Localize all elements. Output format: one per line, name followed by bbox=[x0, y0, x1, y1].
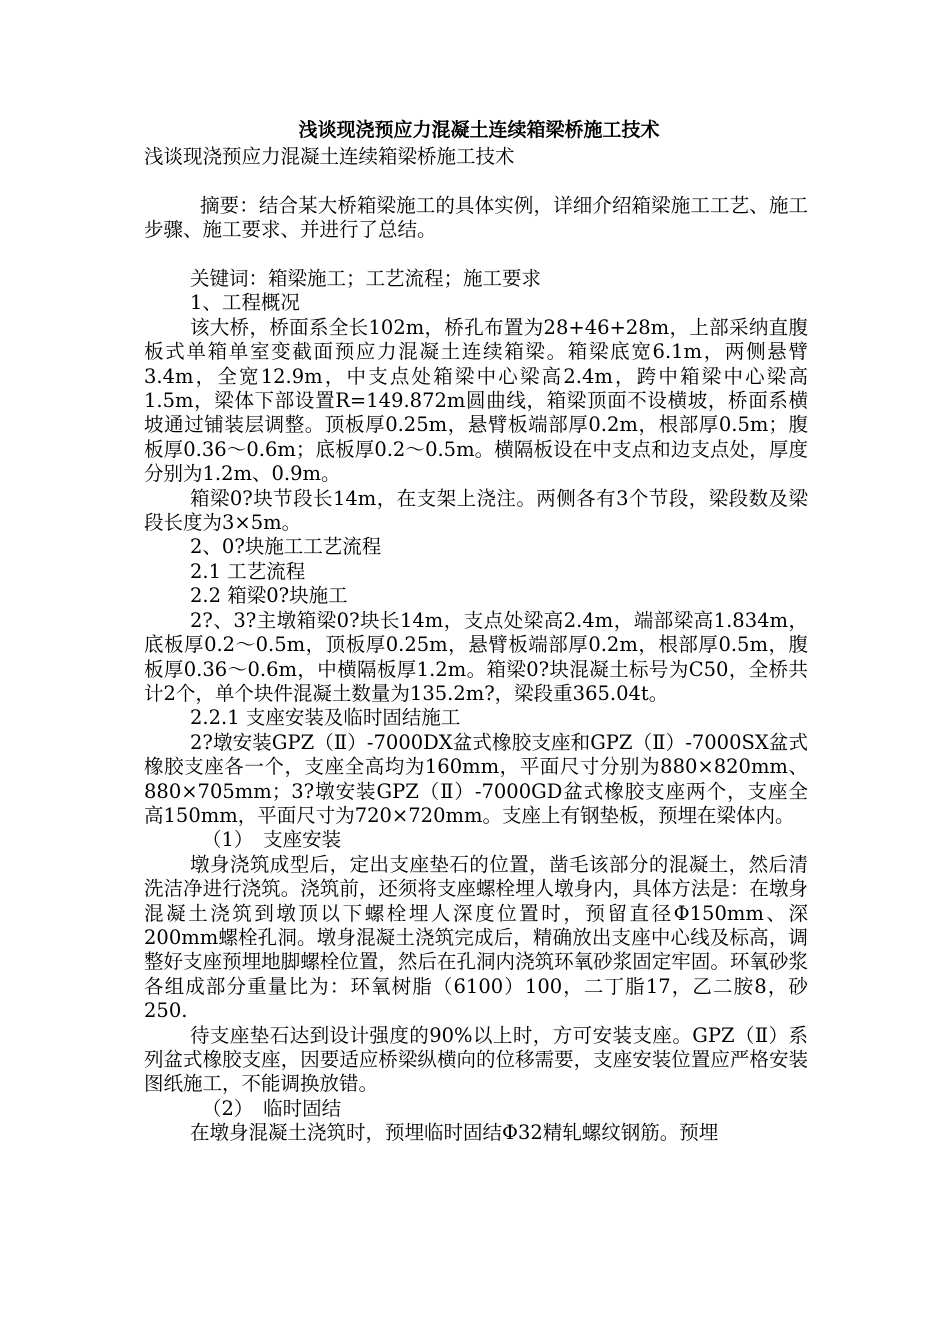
section-1-heading: 1、工程概况 bbox=[190, 291, 300, 315]
subsection-1-paragraph-2: 待支座垫石达到设计强度的90%以上时，方可安装支座。GPZ（Ⅱ）系列盆式橡胶支座，因要适应桥梁纵横向的位移需要，支座安装位置应严格安装图纸施工，不能调换放错。 bbox=[144, 1023, 808, 1096]
section-2-2-1-paragraph: 2?墩安装GPZ（Ⅱ）-7000DX盆式橡胶支座和GPZ（Ⅱ）-7000SX盆式橡胶支座各一个，支座全高均为160mm，平面尺寸分别为880×820mm、880×705mm；3?墩安装GPZ（Ⅱ）-7000GD盆式橡胶支座两个，支座全高150mm，平面尺寸为720×720mm。支座上有钢垫板，预埋在梁体内。 bbox=[144, 730, 808, 827]
section-2-2-heading: 2.2 箱梁0?块施工 bbox=[190, 584, 348, 608]
document-page bbox=[144, 118, 808, 1146]
keywords: 关键词：箱梁施工；工艺流程；施工要求 bbox=[190, 267, 542, 290]
spacer bbox=[144, 243, 808, 267]
section-2-2-1-heading: 2.2.1 支座安装及临时固结施工 bbox=[190, 706, 461, 730]
abstract: 摘要：结合某大桥箱梁施工的具体实例，详细介绍箱梁施工工艺、施工步骤、施工要求、并进行了总结。 bbox=[144, 193, 808, 242]
subsection-2-paragraph-1: 在墩身混凝土浇筑时，预埋临时固结Φ32精轧螺纹钢筋。预埋 bbox=[190, 1121, 719, 1145]
section-1-paragraph-1: 该大桥，桥面系全长102m，桥孔布置为28+46+28m，上部采纳直腹板式单箱单室变截面预应力混凝土连续箱梁。箱梁底宽6.1m，两侧悬臂3.4m，全宽12.9m，中支点处箱梁中心梁高2.4m，跨中箱梁中心梁高1.5m，梁体下部设置R=149.872m圆曲线，箱梁顶面不设横坡，桥面系横坡通过铺装层调整。顶板厚0.25m，悬臂板端部厚0.2m，根部厚0.5m；腹板厚0.36～0.6m；底板厚0.2～0.5m。横隔板设在中支点和边支点处，厚度分别为1.2m、0.9m。 bbox=[144, 315, 808, 486]
document-title-plain: 浅谈现浇预应力混凝土连续箱梁桥施工技术 bbox=[144, 145, 515, 168]
subsection-1-heading: （1） 支座安装 bbox=[202, 828, 342, 852]
section-2-heading: 2、0?块施工工艺流程 bbox=[190, 535, 382, 559]
subsection-1-paragraph-1: 墩身浇筑成型后，定出支座垫石的位置，凿毛该部分的混凝土，然后清洗洁净进行浇筑。浇筑前，还须将支座螺栓埋人墩身内，具体方法是：在墩身混凝土浇筑到墩顶以下螺栓埋人深度位置时，预留直径Φ150mm、深200mm螺栓孔洞。墩身混凝土浇筑完成后，精确放出支座中心线及标高，调整好支座预埋地脚螺栓位置，然后在孔洞内浇筑环氧砂浆固定牢固。环氧砂浆各组成部分重量比为：环氧树脂（6100）100，二丁脂17，乙二胺8，砂250. bbox=[144, 852, 808, 1023]
section-1-paragraph-2: 箱梁0?块节段长14m，在支架上浇注。两侧各有3个节段，梁段数及梁段长度为3×5m。 bbox=[144, 486, 808, 535]
subsection-2-heading: （2） 临时固结 bbox=[202, 1096, 342, 1120]
section-2-1-heading: 2.1 工艺流程 bbox=[190, 559, 306, 583]
spacer bbox=[144, 169, 808, 193]
document-title-bold: 浅谈现浇预应力混凝土连续箱梁桥施工技术 bbox=[298, 119, 660, 141]
section-2-2-paragraph: 2?、3?主墩箱梁0?块长14m，支点处梁高2.4m，端部梁高1.834m，底板厚0.2～0.5m，顶板厚0.25m，悬臂板端部厚0.2m，根部厚0.5m，腹板厚0.36～0.6m，中横隔板厚1.2m。箱梁0?块混凝土标号为C50，全桥共计2个，单个块件混凝土数量为135.2m?，梁段重365.04t。 bbox=[144, 608, 808, 705]
